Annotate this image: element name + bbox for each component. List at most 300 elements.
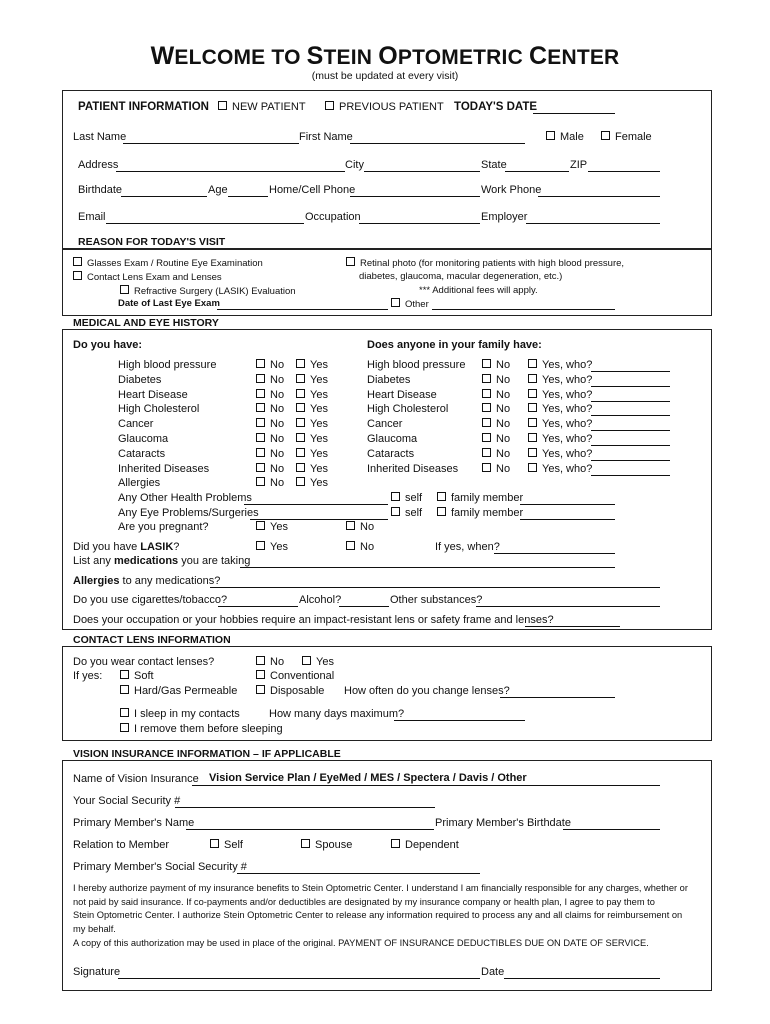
soft-checkbox[interactable] xyxy=(120,670,154,683)
checkbox-icon xyxy=(437,492,446,501)
yes-label: Yes xyxy=(270,521,288,533)
age-field[interactable] xyxy=(228,186,268,197)
checkbox-icon xyxy=(482,448,491,457)
other-reason-checkbox[interactable] xyxy=(391,298,429,311)
history-right-rule xyxy=(711,329,712,629)
ssn-label: Your Social Security # xyxy=(73,795,181,807)
yes-label: Yes xyxy=(310,359,328,371)
no-label: No xyxy=(496,359,511,371)
authorization-line-3: Stein Optometric Center. I authorize Stein Optometric Center to release any information required to process any and all claims for reimbursement on xyxy=(73,910,683,920)
employer-field[interactable] xyxy=(526,213,660,224)
condition-no-checkbox[interactable] xyxy=(256,389,284,402)
checkbox-icon xyxy=(296,418,305,427)
checkbox-icon xyxy=(256,541,265,550)
wear-contacts-label: Do you wear contact lenses? xyxy=(73,656,215,668)
new-patient-checkbox[interactable] xyxy=(218,101,306,114)
checkbox-icon xyxy=(528,359,537,368)
retinal-photo-detail: diabetes, glaucoma, macular degeneration, etc.) xyxy=(359,271,563,282)
remove-contacts-checkbox[interactable] xyxy=(120,723,283,736)
other-reason-field[interactable] xyxy=(432,299,615,310)
family-who-field[interactable] xyxy=(591,420,670,431)
relation-self-checkbox[interactable] xyxy=(210,839,243,852)
yes-label: Yes xyxy=(310,433,328,445)
contact-exam-label: Contact Lens Exam and Lenses xyxy=(87,272,222,283)
retinal-photo-checkbox[interactable] xyxy=(346,257,624,270)
family-who-field[interactable] xyxy=(591,450,670,461)
allergies-bold-text: Allergies xyxy=(73,575,120,587)
no-label: No xyxy=(270,447,285,460)
condition-no-checkbox[interactable] xyxy=(256,463,284,476)
dependent-label: Dependent xyxy=(405,839,459,851)
checkbox-icon xyxy=(482,389,491,398)
no-label: No xyxy=(270,656,285,668)
disposable-label: Disposable xyxy=(270,685,325,697)
todays-date-field[interactable] xyxy=(533,103,615,114)
previous-patient-checkbox[interactable] xyxy=(325,101,444,114)
lasik-when-label: If yes, when? xyxy=(435,541,500,553)
family-who-field[interactable] xyxy=(591,465,670,476)
checkbox-icon xyxy=(296,448,305,457)
disposable-checkbox[interactable] xyxy=(256,685,324,698)
no-label: No xyxy=(496,418,511,431)
checkbox-icon xyxy=(256,685,265,694)
family-condition-no-checkbox[interactable] xyxy=(482,463,510,476)
yes-who-label: Yes, who? xyxy=(542,462,593,475)
condition-label: Cataracts xyxy=(118,447,166,460)
todays-date-label: TODAY'S DATE xyxy=(454,101,538,113)
age-label: Age xyxy=(208,184,228,196)
allergies-text: to any medications? xyxy=(119,575,221,587)
checkbox-icon xyxy=(482,403,491,412)
family-who-field[interactable] xyxy=(591,405,670,416)
address-label: Address xyxy=(78,159,119,171)
family-member-label: family member xyxy=(451,492,524,504)
family-condition-yes-checkbox[interactable] xyxy=(528,389,592,402)
family-condition-no-checkbox[interactable] xyxy=(482,374,510,387)
new-patient-label: NEW PATIENT xyxy=(232,101,306,113)
condition-yes-checkbox[interactable] xyxy=(296,389,328,402)
impact-lens-label: Does your occupation or your hobbies require an impact-resistant lens or safety frame and lenses? xyxy=(73,614,554,626)
lasik-when-field[interactable] xyxy=(494,543,615,554)
eye-problems-self-checkbox[interactable] xyxy=(391,507,422,520)
pregnant-yes-checkbox[interactable] xyxy=(256,521,288,534)
email-label: Email xyxy=(78,211,106,223)
family-condition-yes-checkbox[interactable] xyxy=(528,403,592,416)
birthdate-label: Birthdate xyxy=(78,184,123,196)
male-label: Male xyxy=(560,131,584,143)
hard-gas-checkbox[interactable] xyxy=(120,685,237,698)
checkbox-icon xyxy=(482,418,491,427)
family-condition-label: High blood pressure xyxy=(367,359,466,371)
lasik-text: Did you have xyxy=(73,541,141,553)
authorization-line-5: A copy of this authorization may be used in place of the original. PAYMENT OF INSURANCE DEDUCTIBLES DUE ON DATE OF SERVICE. xyxy=(73,938,649,948)
patient-section-title: PATIENT INFORMATION xyxy=(78,101,209,113)
days-max-label: How many days maximum? xyxy=(269,708,405,720)
email-field[interactable] xyxy=(106,213,304,224)
contact-left-rule xyxy=(62,646,63,740)
checkbox-icon xyxy=(391,839,400,848)
work-phone-field[interactable] xyxy=(538,186,660,197)
home-phone-label: Home/Cell Phone xyxy=(269,184,356,196)
checkbox-icon xyxy=(296,477,305,486)
checkbox-icon xyxy=(296,389,305,398)
lasik-question xyxy=(73,541,179,554)
condition-yes-checkbox[interactable] xyxy=(296,463,328,476)
sleep-contacts-checkbox[interactable] xyxy=(120,708,240,721)
yes-label: Yes xyxy=(310,477,328,490)
yes-label: Yes xyxy=(310,388,328,401)
checkbox-icon xyxy=(296,359,305,368)
no-label: No xyxy=(496,447,511,460)
impact-lens-field[interactable] xyxy=(525,616,620,627)
no-label: No xyxy=(270,373,285,386)
checkbox-icon xyxy=(218,101,227,110)
no-label: No xyxy=(270,388,285,401)
checkbox-icon xyxy=(546,131,555,140)
refractive-checkbox[interactable] xyxy=(120,285,296,298)
checkbox-icon xyxy=(601,131,610,140)
condition-label: Inherited Diseases xyxy=(118,462,210,475)
checkbox-icon xyxy=(256,403,265,412)
condition-yes-checkbox[interactable] xyxy=(296,374,328,387)
glasses-exam-checkbox[interactable] xyxy=(73,257,263,270)
checkbox-icon xyxy=(391,298,400,307)
last-exam-label: Date of Last Eye Exam xyxy=(118,298,220,309)
contact-section-title: CONTACT LENS INFORMATION xyxy=(73,634,231,646)
checkbox-icon xyxy=(120,670,129,679)
no-label: No xyxy=(270,462,285,475)
lasik-yes-checkbox[interactable] xyxy=(256,541,288,554)
yes-who-label: Yes, who? xyxy=(542,388,593,401)
yes-who-label: Yes, who? xyxy=(542,447,593,460)
checkbox-icon xyxy=(528,418,537,427)
family-condition-label: Cancer xyxy=(367,418,403,431)
last-name-field[interactable] xyxy=(123,133,299,144)
member-name-label: Primary Member's Name xyxy=(73,817,195,829)
yes-who-label: Yes, who? xyxy=(542,403,593,416)
checkbox-icon xyxy=(296,463,305,472)
eye-problems-family-checkbox[interactable] xyxy=(437,507,523,520)
condition-label: High Cholesterol xyxy=(118,403,200,416)
family-condition-no-checkbox[interactable] xyxy=(482,389,510,402)
member-ssn-field[interactable] xyxy=(237,863,480,874)
checkbox-icon xyxy=(301,839,310,848)
first-name-field[interactable] xyxy=(350,133,525,144)
signature-date-field[interactable] xyxy=(504,968,660,979)
condition-no-checkbox[interactable] xyxy=(256,374,284,387)
family-condition-no-checkbox[interactable] xyxy=(482,403,510,416)
checkbox-icon xyxy=(256,521,265,530)
authorization-line-1: I hereby authorize payment of my insurance benefits to Stein Optometric Center. I understand I am financially responsible for any charges, whether or xyxy=(73,883,688,893)
city-label: City xyxy=(345,159,364,171)
glasses-exam-label: Glasses Exam / Routine Eye Examination xyxy=(87,258,263,269)
lasik-no-checkbox[interactable] xyxy=(346,541,374,554)
family-condition-yes-checkbox[interactable] xyxy=(528,433,592,446)
family-condition-label: Cataracts xyxy=(367,447,415,460)
address-field[interactable] xyxy=(116,161,345,172)
conventional-label: Conventional xyxy=(270,670,335,682)
last-exam-field[interactable] xyxy=(217,299,388,310)
condition-no-checkbox[interactable] xyxy=(256,359,284,372)
family-condition-yes-checkbox[interactable] xyxy=(528,463,592,476)
wear-no-checkbox[interactable] xyxy=(256,656,284,669)
family-condition-label: Inherited Diseases xyxy=(367,462,459,475)
medications-bold-text: medications xyxy=(113,555,179,567)
contact-bottom-rule xyxy=(62,740,712,741)
checkbox-icon xyxy=(256,670,265,679)
wear-yes-checkbox[interactable] xyxy=(302,656,334,669)
condition-label: Allergies xyxy=(118,477,161,490)
checkbox-icon xyxy=(302,656,311,665)
family-condition-label: Diabetes xyxy=(367,373,411,386)
other-substances-label: Other substances? xyxy=(390,594,483,606)
no-label: No xyxy=(270,433,285,445)
other-health-family-field[interactable] xyxy=(520,494,615,505)
checkbox-icon xyxy=(256,477,265,486)
checkbox-icon xyxy=(120,723,129,732)
retinal-photo-label: Retinal photo (for monitoring patients with high blood pressure, xyxy=(360,258,625,269)
checkbox-icon xyxy=(482,359,491,368)
male-checkbox[interactable] xyxy=(546,131,584,144)
signature-date-label: Date xyxy=(481,966,505,978)
soft-label: Soft xyxy=(134,670,154,682)
condition-yes-checkbox[interactable] xyxy=(296,433,328,446)
yes-label: Yes xyxy=(310,462,328,475)
family-condition-label: Heart Disease xyxy=(367,388,437,401)
authorization-line-4: my behalf. xyxy=(73,924,116,934)
checkbox-icon xyxy=(528,433,537,442)
condition-yes-checkbox[interactable] xyxy=(296,359,328,372)
lasik-bold-text: LASIK xyxy=(140,541,174,553)
other-reason-label: Other xyxy=(405,299,429,310)
checkbox-icon xyxy=(73,271,82,280)
history-section-title: MEDICAL AND EYE HISTORY xyxy=(73,317,219,329)
medications-text-end: you are taking xyxy=(178,555,251,567)
conventional-checkbox[interactable] xyxy=(256,670,334,683)
occupation-label: Occupation xyxy=(305,211,361,223)
history-bottom-rule xyxy=(62,629,712,630)
other-health-field[interactable] xyxy=(244,494,388,505)
family-who-field[interactable] xyxy=(591,435,670,446)
checkbox-icon xyxy=(437,507,446,516)
checkbox-icon xyxy=(346,521,355,530)
change-lenses-field[interactable] xyxy=(500,687,615,698)
checkbox-icon xyxy=(120,285,129,294)
family-condition-yes-checkbox[interactable] xyxy=(528,418,592,431)
checkbox-icon xyxy=(120,708,129,717)
yes-label: Yes xyxy=(310,373,328,386)
relation-dependent-checkbox[interactable] xyxy=(391,839,459,852)
yes-who-label: Yes, who? xyxy=(542,433,593,445)
work-phone-label: Work Phone xyxy=(481,184,542,196)
signature-label: Signature xyxy=(73,966,121,978)
alcohol-field[interactable] xyxy=(339,596,389,607)
checkbox-icon xyxy=(256,433,265,442)
allergies-field[interactable] xyxy=(210,577,660,588)
insurance-name-label: Name of Vision Insurance xyxy=(73,773,199,785)
yes-label: Yes xyxy=(316,656,334,668)
family-condition-no-checkbox[interactable] xyxy=(482,448,510,461)
checkbox-icon xyxy=(256,389,265,398)
relation-spouse-checkbox[interactable] xyxy=(301,839,352,852)
family-who-field[interactable] xyxy=(591,376,670,387)
checkbox-icon xyxy=(528,403,537,412)
checkbox-icon xyxy=(482,433,491,442)
female-checkbox[interactable] xyxy=(601,131,652,144)
no-label: No xyxy=(360,541,375,553)
allergies-label xyxy=(73,575,220,588)
yes-who-label: Yes, who? xyxy=(542,373,593,386)
tobacco-label: Do you use cigarettes/tobacco? xyxy=(73,594,228,606)
medications-text: List any xyxy=(73,555,114,567)
relation-label: Relation to Member xyxy=(73,839,169,851)
other-health-family-checkbox[interactable] xyxy=(437,492,523,505)
pregnant-no-checkbox[interactable] xyxy=(346,521,374,534)
family-have-heading: Does anyone in your family have: xyxy=(367,339,542,351)
condition-label: Heart Disease xyxy=(118,388,188,401)
home-phone-field[interactable] xyxy=(350,186,480,197)
ssn-field[interactable] xyxy=(175,797,435,808)
female-label: Female xyxy=(615,131,652,143)
remove-contacts-label: I remove them before sleeping xyxy=(134,723,283,735)
condition-no-checkbox[interactable] xyxy=(256,403,284,416)
zip-label: ZIP xyxy=(570,159,588,171)
family-condition-yes-checkbox[interactable] xyxy=(528,448,592,461)
no-label: No xyxy=(496,403,511,416)
signature-field[interactable] xyxy=(118,968,480,979)
fees-note: *** Additional fees will apply. xyxy=(419,285,538,296)
checkbox-icon xyxy=(528,463,537,472)
other-substances-field[interactable] xyxy=(476,596,660,607)
condition-no-checkbox[interactable] xyxy=(256,418,284,431)
spouse-label: Spouse xyxy=(315,839,353,851)
member-ssn-label: Primary Member's Social Security # xyxy=(73,861,247,873)
member-name-field[interactable] xyxy=(186,819,434,830)
condition-no-checkbox[interactable] xyxy=(256,477,284,490)
checkbox-icon xyxy=(256,359,265,368)
medications-field[interactable] xyxy=(240,557,615,568)
checkbox-icon xyxy=(120,685,129,694)
authorization-line-2: not paid by said insurance. If co-payments and/or deductibles are designated by my insurance company or health plan, I agree to pay them to xyxy=(73,897,655,907)
checkbox-icon xyxy=(325,101,334,110)
if-yes-label: If yes: xyxy=(73,670,103,682)
change-lenses-label: How often do you change lenses? xyxy=(344,685,510,697)
family-condition-no-checkbox[interactable] xyxy=(482,433,510,446)
checkbox-icon xyxy=(346,257,355,266)
page-title: WELCOME TO STEIN OPTOMETRIC CENTER xyxy=(150,42,620,70)
birthdate-field[interactable] xyxy=(121,186,207,197)
eye-problems-label: Any Eye Problems/Surgeries xyxy=(118,507,259,519)
self-label: self xyxy=(405,507,423,519)
checkbox-icon xyxy=(296,433,305,442)
family-who-field[interactable] xyxy=(591,361,670,372)
sleep-contacts-label: I sleep in my contacts xyxy=(134,708,240,720)
condition-label: Glaucoma xyxy=(118,433,169,445)
member-birthdate-label: Primary Member's Birthdate xyxy=(435,817,571,829)
state-field[interactable] xyxy=(505,161,569,172)
no-label: No xyxy=(270,418,285,431)
checkbox-icon xyxy=(256,656,265,665)
checkbox-icon xyxy=(528,374,537,383)
alcohol-label: Alcohol? xyxy=(299,594,342,606)
family-condition-yes-checkbox[interactable] xyxy=(528,359,592,372)
checkbox-icon xyxy=(391,492,400,501)
no-label: No xyxy=(496,388,511,401)
checkbox-icon xyxy=(256,463,265,472)
other-health-self-checkbox[interactable] xyxy=(391,492,422,505)
checkbox-icon xyxy=(256,374,265,383)
no-label: No xyxy=(270,403,285,416)
condition-yes-checkbox[interactable] xyxy=(296,477,328,490)
checkbox-icon xyxy=(210,839,219,848)
checkbox-icon xyxy=(391,507,400,516)
no-label: No xyxy=(496,462,511,475)
checkbox-icon xyxy=(482,463,491,472)
condition-no-checkbox[interactable] xyxy=(256,448,284,461)
condition-no-checkbox[interactable] xyxy=(256,433,284,446)
contact-right-rule xyxy=(711,646,712,740)
hard-gas-label: Hard/Gas Permeable xyxy=(134,685,238,697)
condition-yes-checkbox[interactable] xyxy=(296,448,328,461)
days-max-field[interactable] xyxy=(394,710,525,721)
condition-label: High blood pressure xyxy=(118,359,217,371)
family-condition-label: High Cholesterol xyxy=(367,403,449,416)
checkbox-icon xyxy=(73,257,82,266)
state-label: State xyxy=(481,159,507,171)
checkbox-icon xyxy=(296,374,305,383)
no-label: No xyxy=(360,521,375,533)
family-condition-no-checkbox[interactable] xyxy=(482,418,510,431)
family-condition-no-checkbox[interactable] xyxy=(482,359,510,372)
zip-field[interactable] xyxy=(588,161,660,172)
checkbox-icon xyxy=(528,448,537,457)
contact-exam-checkbox[interactable] xyxy=(73,271,222,284)
previous-patient-label: PREVIOUS PATIENT xyxy=(339,101,444,113)
city-field[interactable] xyxy=(364,161,480,172)
checkbox-icon xyxy=(482,374,491,383)
eye-problems-family-field[interactable] xyxy=(520,509,615,520)
insurance-plans: Vision Service Plan / EyeMed / MES / Spectera / Davis / Other xyxy=(209,772,527,784)
self-label: self xyxy=(405,492,423,504)
lasik-qmark: ? xyxy=(173,541,180,553)
yes-label: Yes xyxy=(310,447,328,460)
family-who-field[interactable] xyxy=(591,391,670,402)
checkbox-icon xyxy=(256,418,265,427)
yes-who-label: Yes, who? xyxy=(542,418,593,431)
employer-label: Employer xyxy=(481,211,528,223)
yes-label: Yes xyxy=(310,418,328,431)
no-label: No xyxy=(270,477,285,490)
condition-yes-checkbox[interactable] xyxy=(296,418,328,431)
yes-label: Yes xyxy=(270,541,288,553)
family-condition-label: Glaucoma xyxy=(367,433,418,445)
occupation-field[interactable] xyxy=(359,213,480,224)
member-birthdate-field[interactable] xyxy=(563,819,660,830)
self-label: Self xyxy=(224,839,243,851)
family-condition-yes-checkbox[interactable] xyxy=(528,374,592,387)
you-have-heading: Do you have: xyxy=(73,339,143,351)
yes-label: Yes xyxy=(310,403,328,416)
condition-yes-checkbox[interactable] xyxy=(296,403,328,416)
condition-label: Diabetes xyxy=(118,373,162,386)
no-label: No xyxy=(496,373,511,386)
checkbox-icon xyxy=(528,389,537,398)
family-member-label: family member xyxy=(451,507,524,519)
eye-problems-field[interactable] xyxy=(250,509,388,520)
no-label: No xyxy=(270,359,285,371)
subtitle: (must be updated at every visit) xyxy=(311,70,459,82)
tobacco-field[interactable] xyxy=(218,596,298,607)
